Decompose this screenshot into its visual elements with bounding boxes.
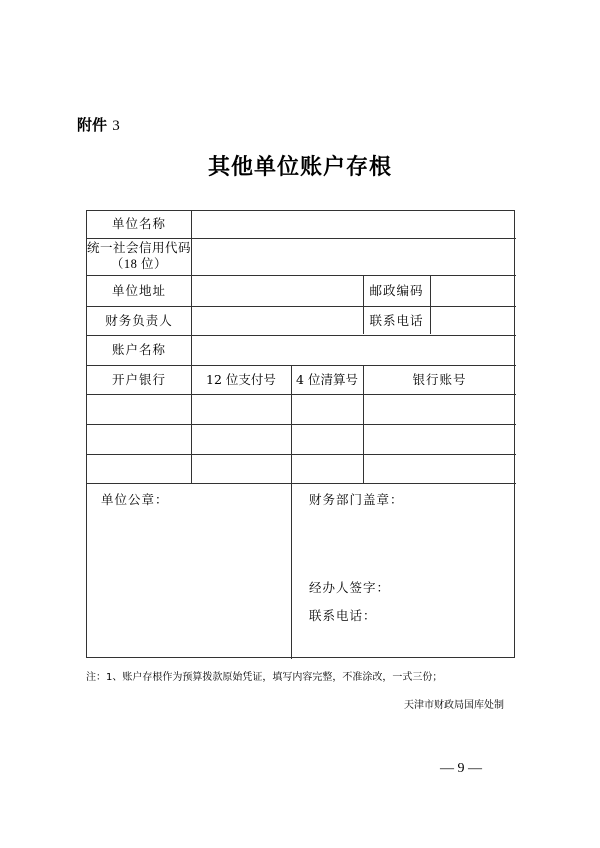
account-stub-form [86, 210, 515, 658]
col-divider [291, 365, 292, 659]
footnote: 注：1、账户存根作为预算拨款原始凭证，填写内容完整，不准涂改，一式三份； [86, 672, 443, 683]
row-divider [87, 424, 516, 425]
unit-address-label: 单位地址 [111, 283, 166, 298]
bank-column-header: 开户银行 [111, 372, 166, 387]
page-number: — 9 — [440, 761, 482, 776]
account-name-label: 账户名称 [111, 342, 166, 357]
credit-code-digits: （18 位） [110, 257, 168, 271]
unit-seal-label: 单位公章： [101, 492, 169, 507]
row-divider [87, 275, 516, 276]
row-divider [87, 306, 516, 307]
credit-code-label [87, 240, 191, 272]
row-divider [87, 483, 516, 484]
contact-phone-label: 联系电话 [369, 313, 424, 328]
row-divider [87, 238, 516, 239]
finance-head-label: 财务负责人 [105, 313, 173, 328]
payment-number-header: 12 位支付号 [206, 372, 276, 387]
col-divider [430, 275, 431, 334]
page-title: 其他单位账户存根 [207, 155, 392, 180]
credit-code-text: 统一社会信用代码 [87, 240, 192, 255]
clearing-number-header: 4 位清算号 [296, 372, 358, 387]
attachment-number: 3 [112, 118, 120, 134]
handler-signature-label: 经办人签字： [309, 580, 391, 595]
row-divider [87, 365, 516, 366]
finance-dept-seal-label: 财务部门盖章： [309, 492, 404, 507]
row-divider [87, 394, 516, 395]
issuer-credit: 天津市财政局国库处制 [404, 700, 504, 711]
row-divider [87, 335, 516, 336]
bank-account-header: 银行账号 [412, 372, 467, 387]
postal-code-label: 邮政编码 [369, 283, 424, 298]
row-divider [87, 454, 516, 455]
attachment-label [77, 114, 120, 135]
unit-name-label: 单位名称 [111, 216, 166, 231]
col-divider [191, 211, 192, 483]
handler-phone-label: 联系电话： [309, 608, 377, 623]
attachment-text: 附件 [77, 116, 108, 134]
